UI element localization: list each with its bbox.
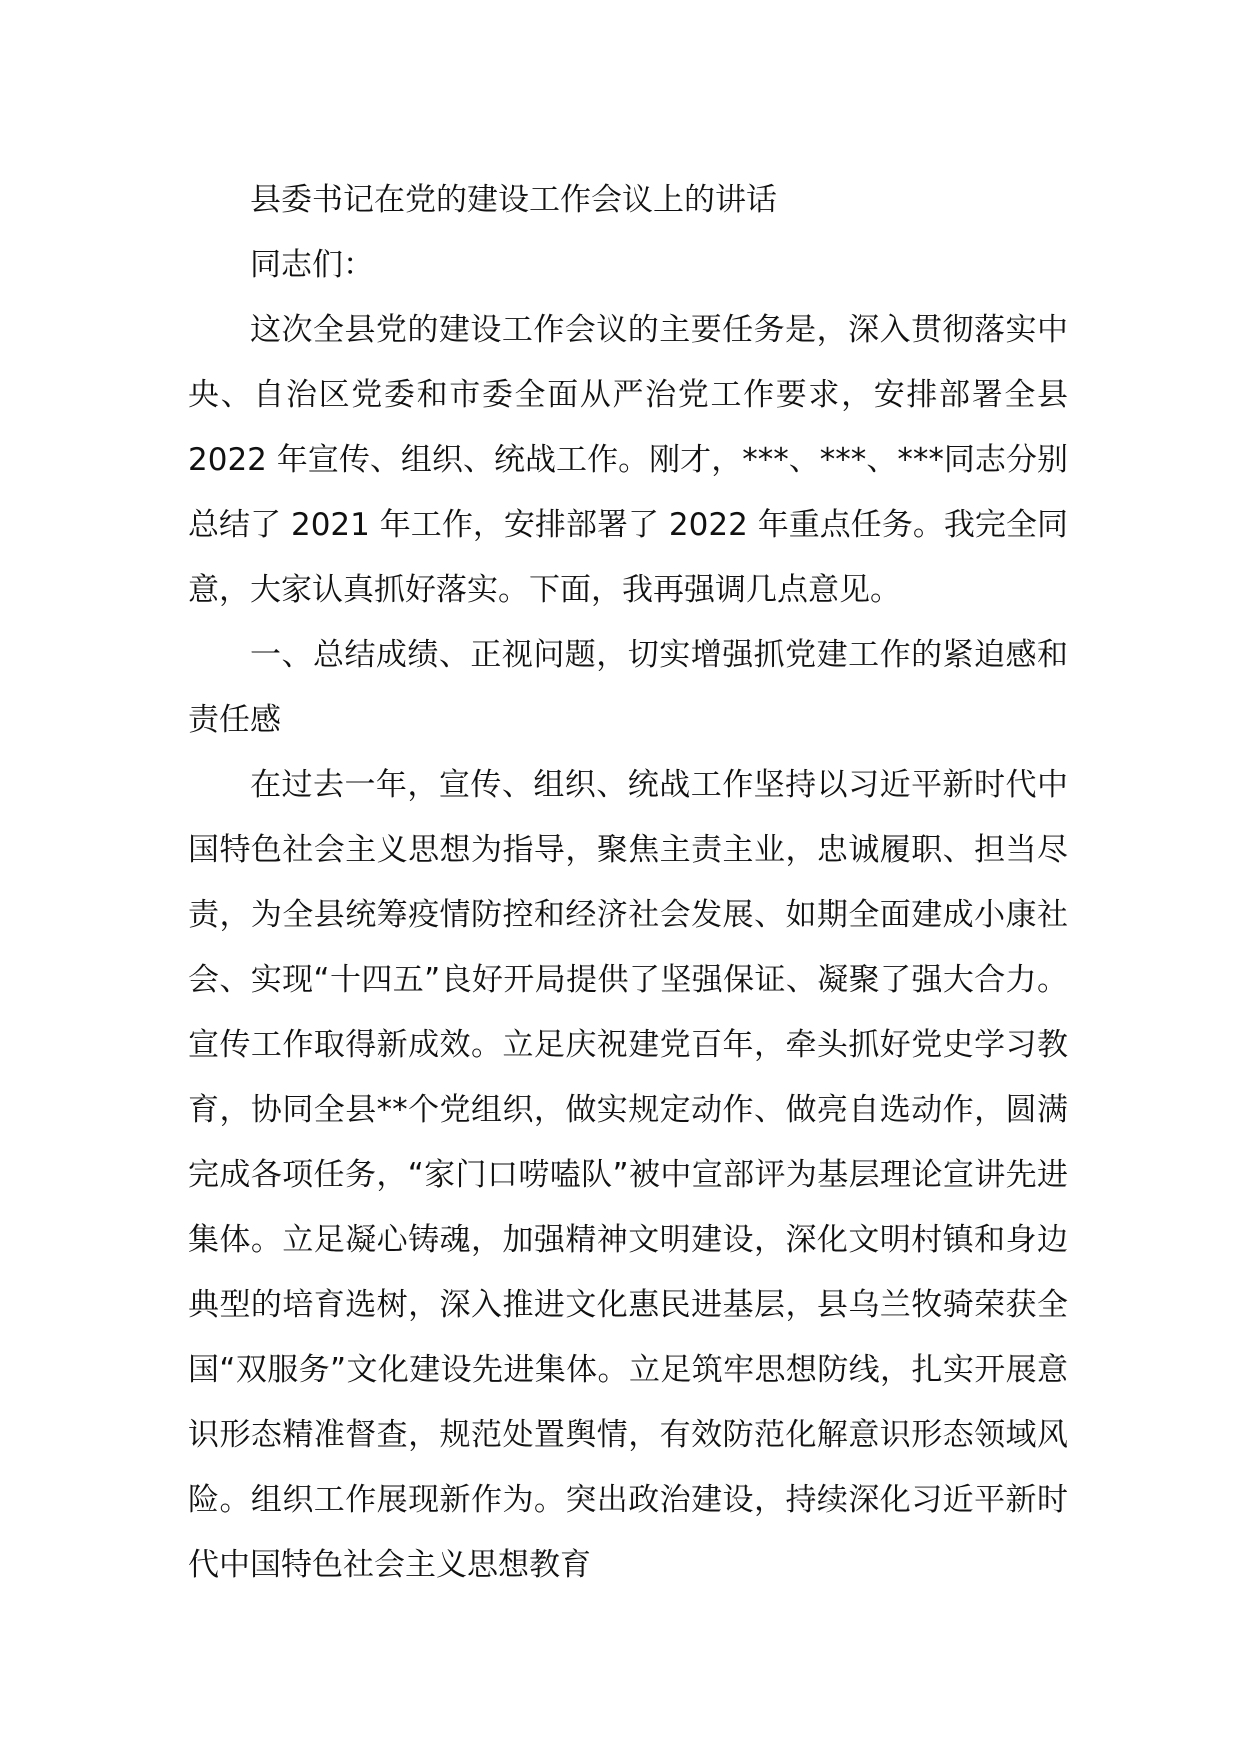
paragraph-intro: 这次全县党的建设工作会议的主要任务是，深入贯彻落实中央、自治区党委和市委全面从严治党工作要求，安排部署全县 2022 年宣传、组织、统战工作。刚才，***、***、***同志分别总结了 2021 年工作，安排部署了 2022 年重点任务。我完全同意，大家认真抓好落实。下面，我再强调几点意见。	[188, 312, 1068, 608]
section-heading-1: 一、总结成绩、正视问题，切实增强抓党建工作的紧迫感和责任感	[188, 637, 1068, 738]
paragraph-review: 在过去一年，宣传、组织、统战工作坚持以习近平新时代中国特色社会主义思想为指导，聚焦主责主业，忠诚履职、担当尽责，为全县统筹疫情防控和经济社会发展、如期全面建成小康社会、实现“十四五”良好开局提供了坚强保证、凝聚了强大合力。宣传工作取得新成效。立足庆祝建党百年，牵头抓好党史学习教育，协同全县**个党组织，做实规定动作、做亮自选动作，圆满完成各项任务，“家门口唠嗑队”被中宣部评为基层理论宣讲先进集体。立足凝心铸魂，加强精神文明建设，深化文明村镇和身边典型的培育选树，深入推进文化惠民进基层，县乌兰牧骑荣获全国“双服务”文化建设先进集体。立足筑牢思想防线，扎实开展意识形态精准督查，规范处置舆情，有效防范化解意识形态领域风险。组织工作展现新作为。突出政治建设，持续深化习近平新时代中国特色社会主义思想教育	[188, 767, 1068, 1583]
document-body	[188, 168, 1068, 1598]
document-title: 县委书记在党的建设工作会议上的讲话	[250, 182, 777, 218]
salutation: 同志们：	[250, 247, 374, 283]
